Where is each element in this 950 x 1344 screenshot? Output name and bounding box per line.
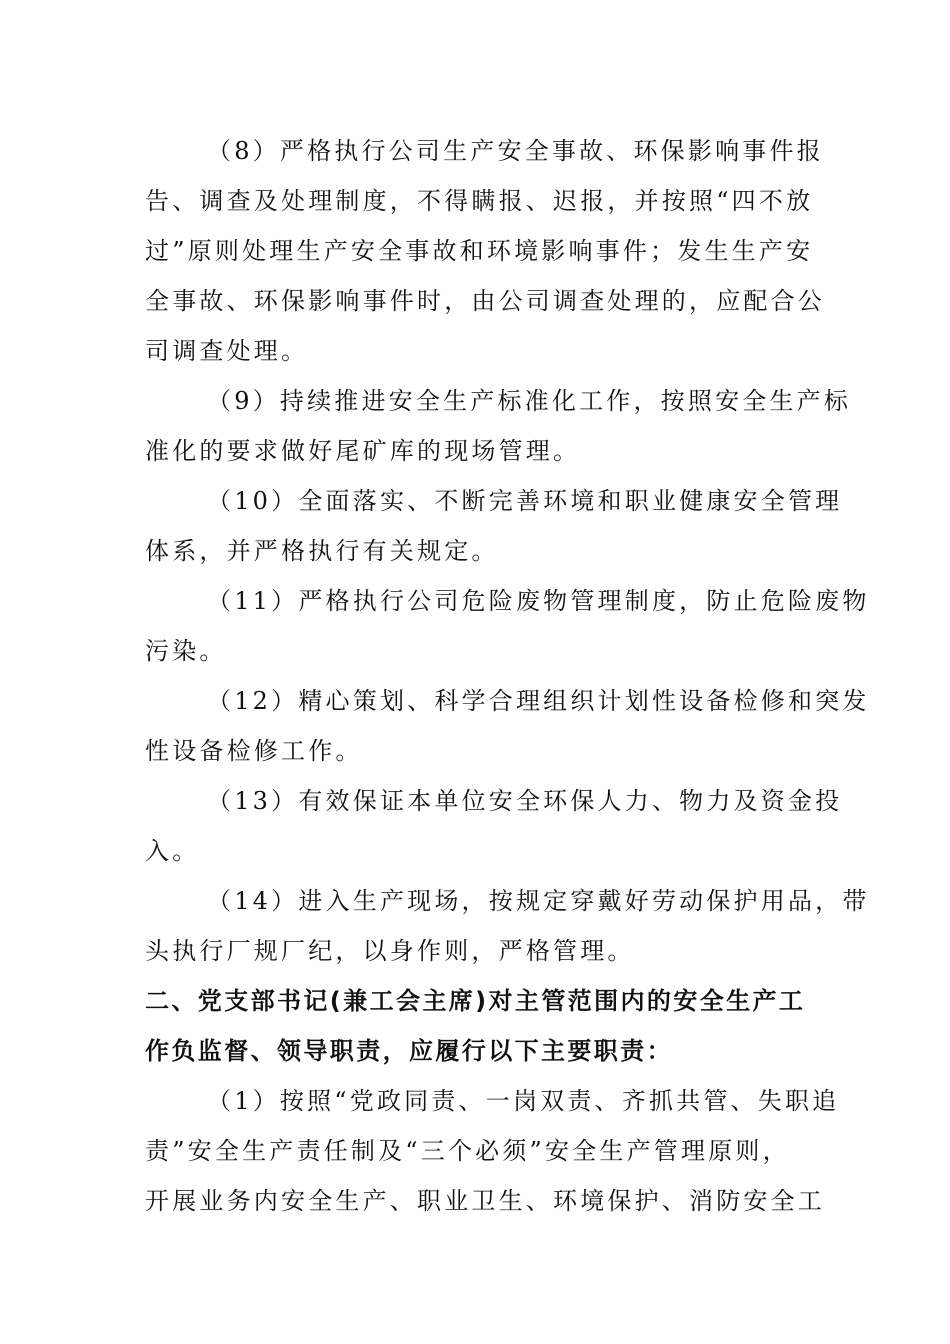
paragraph-9-line-2: 准化的要求做好尾矿库的现场管理。 bbox=[145, 437, 581, 465]
paragraph-10-line-2: 体系，并严格执行有关规定。 bbox=[145, 537, 499, 565]
paragraph-8-line-1: （8）严格执行公司生产安全事故、环保影响事件报 bbox=[207, 137, 824, 165]
paragraph-9-line-1: （9）持续推进安全生产标准化工作，按照安全生产标 bbox=[207, 387, 852, 415]
paragraph-11-line-1: （11）严格执行公司危险废物管理制度，防止危险废物 bbox=[207, 587, 870, 615]
paragraph-8-line-5: 司调查处理。 bbox=[145, 337, 309, 365]
paragraph-14-line-1: （14）进入生产现场，按规定穿戴好劳动保护用品，带 bbox=[207, 887, 870, 915]
paragraph-11-line-2: 污染。 bbox=[145, 637, 227, 665]
paragraph-1-line-1: （1）按照“党政同责、一岗双责、齐抓共管、失职追 bbox=[207, 1087, 840, 1115]
section-heading-line-1: 二、党支部书记(兼工会主席)对主管范围内的安全生产工 bbox=[145, 987, 806, 1015]
paragraph-1-line-3: 开展业务内安全生产、职业卫生、环境保护、消防安全工 bbox=[145, 1187, 825, 1215]
paragraph-8-line-3: 过”原则处理生产安全事故和环境影响事件；发生生产安 bbox=[145, 237, 814, 265]
paragraph-13-line-2: 入。 bbox=[145, 837, 200, 865]
paragraph-12-line-2: 性设备检修工作。 bbox=[145, 737, 363, 765]
paragraph-13-line-1: （13）有效保证本单位安全环保人力、物力及资金投 bbox=[207, 787, 843, 815]
section-heading-line-2: 作负监督、领导职责，应履行以下主要职责： bbox=[145, 1037, 673, 1065]
paragraph-1-line-2: 责”安全生产责任制及“三个必须”安全生产管理原则， bbox=[145, 1137, 790, 1165]
paragraph-10-line-1: （10）全面落实、不断完善环境和职业健康安全管理 bbox=[207, 487, 843, 515]
paragraph-12-line-1: （12）精心策划、科学合理组织计划性设备检修和突发 bbox=[207, 687, 870, 715]
paragraph-8-line-2: 告、调查及处理制度，不得瞒报、迟报，并按照“四不放 bbox=[145, 187, 814, 215]
paragraph-14-line-2: 头执行厂规厂纪，以身作则，严格管理。 bbox=[145, 937, 635, 965]
paragraph-8-line-4: 全事故、环保影响事件时，由公司调查处理的，应配合公 bbox=[145, 287, 825, 315]
